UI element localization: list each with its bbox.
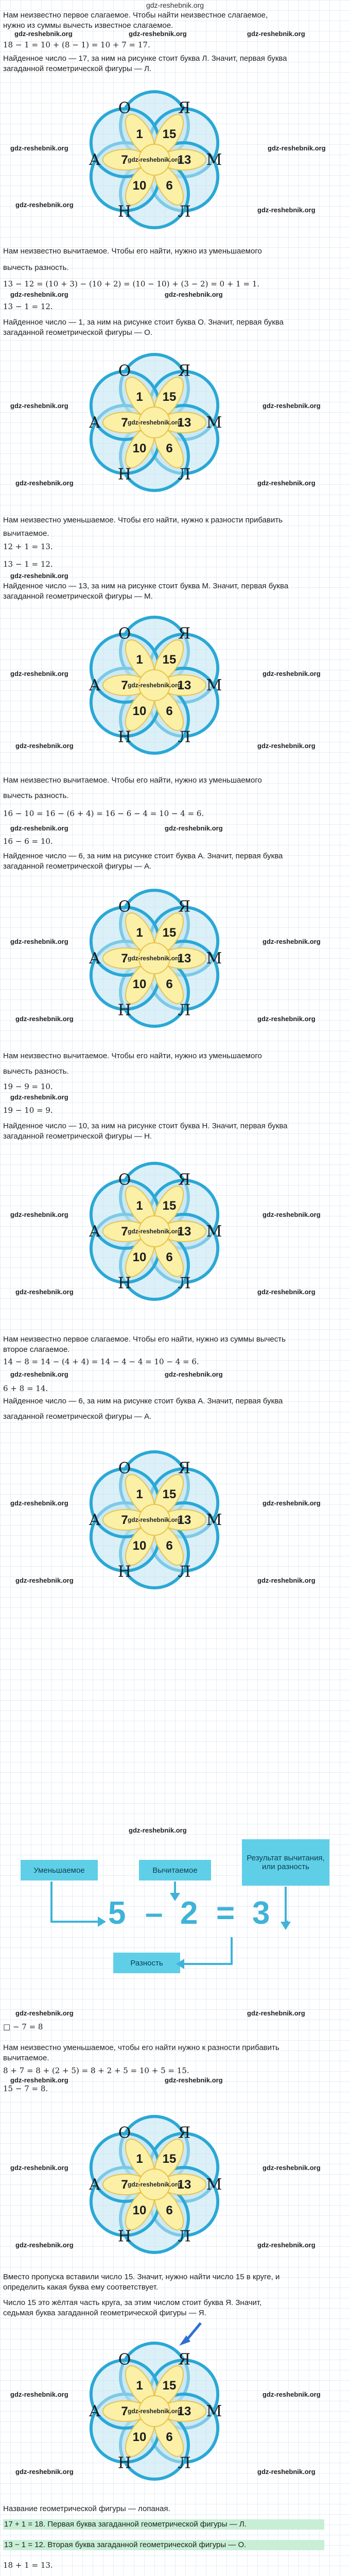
watermark: gdz-reshebnik.org: [257, 2241, 316, 2249]
formula: 13 − 1 = 12.: [3, 302, 53, 311]
watermark: gdz-reshebnik.org: [10, 291, 68, 298]
flower-diagram-1: [72, 77, 237, 242]
region-number: 15: [162, 2378, 177, 2393]
region-letter: Л: [178, 465, 191, 484]
watermark: gdz-reshebnik.org: [15, 1288, 74, 1296]
watermark: gdz-reshebnik.org: [15, 1577, 74, 1584]
region-number: 10: [132, 179, 147, 193]
formula: 18 − 1 = 10 + (8 − 1) = 10 + 7 = 17.: [3, 40, 150, 49]
region-number: 6: [166, 1250, 173, 1265]
region-letter: Н: [117, 728, 132, 747]
watermark: gdz-reshebnik.org: [262, 2164, 321, 2172]
region-number: 7: [121, 2178, 128, 2192]
region-number: 13: [177, 2178, 191, 2192]
flower-diagram-7: [72, 2102, 237, 2267]
region-number: 10: [132, 704, 147, 719]
formula: 8 + 7 = 8 + (2 + 5) = 8 + 2 + 5 = 10 + 5 = 15.: [3, 2066, 189, 2075]
region-letter: М: [206, 2176, 222, 2194]
watermark: gdz-reshebnik.org: [10, 1093, 68, 1101]
region-number: 10: [132, 2430, 147, 2445]
watermark: gdz-reshebnik.org: [262, 402, 321, 410]
region-number: 6: [166, 1539, 173, 1553]
formula: 13 − 12 = (10 + 3) − (10 + 2) = (10 − 10) + (3 − 2) = 0 + 1 = 1.: [3, 279, 260, 289]
text-line: определить какая буква ему соответствует.: [3, 2283, 159, 2292]
text-line: загаданной геометрической фигуры — М.: [3, 592, 153, 601]
region-number: 7: [121, 2404, 128, 2418]
formula: 13 − 1 = 12.: [3, 560, 53, 569]
result-box: Результат вычитания, или разность: [242, 1839, 329, 1886]
formula: 14 − 8 = 14 − (4 + 4) = 14 − 4 − 4 = 10 − 4 = 6.: [3, 1357, 199, 1366]
region-number: 7: [121, 416, 128, 430]
text-line: вычесть разность.: [3, 791, 69, 800]
watermark: gdz-reshebnik.org: [10, 1499, 68, 1507]
region-letter: М: [206, 414, 222, 432]
text-line: загаданной геометрической фигуры — О.: [3, 328, 152, 337]
watermark: gdz-reshebnik.org: [10, 938, 68, 945]
region-letter: Н: [117, 202, 132, 221]
region-number: 7: [121, 952, 128, 965]
region-number: 7: [121, 679, 128, 692]
eq-minus: –: [145, 1895, 163, 1931]
formula: 16 − 6 = 10.: [3, 837, 53, 846]
watermark: gdz-reshebnik.org: [10, 824, 68, 832]
text-line: Нам неизвестно уменьшаемое. Чтобы его найти, нужно к разности прибавить: [3, 516, 283, 524]
watermark: gdz-reshebnik.org: [15, 2241, 74, 2249]
region-letter: А: [89, 151, 101, 169]
watermark: gdz-reshebnik.org: [10, 572, 68, 580]
watermark: gdz-reshebnik.org: [165, 1370, 223, 1378]
region-letter: О: [118, 99, 131, 117]
region-letter: Я: [178, 99, 191, 117]
watermark: gdz-reshebnik.org: [262, 2391, 321, 2398]
region-letter: А: [89, 2402, 101, 2420]
region-number: 6: [166, 2430, 173, 2445]
region-letter: Я: [178, 1171, 191, 1189]
watermark: gdz-reshebnik.org: [262, 670, 321, 677]
region-letter: А: [89, 1223, 101, 1241]
figure-watermark: gdz-reshebnik.org: [127, 2408, 182, 2415]
text-line: вычитаемое.: [3, 529, 49, 538]
region-number: 7: [121, 1225, 128, 1239]
figure-watermark: gdz-reshebnik.org: [127, 2181, 182, 2188]
text-line: загаданной геометрической фигуры — Н.: [3, 1132, 152, 1141]
figure-watermark: gdz-reshebnik.org: [127, 682, 182, 689]
region-letter: М: [206, 1511, 222, 1529]
region-letter: Л: [178, 728, 191, 747]
region-number: 6: [166, 442, 173, 456]
region-number: 13: [177, 1225, 191, 1239]
watermark: gdz-reshebnik.org: [262, 938, 321, 945]
subtraction-scheme: [21, 1839, 340, 1994]
region-letter: Н: [117, 465, 132, 484]
subtrahend-box: Вычитаемое: [139, 1860, 211, 1880]
text-line: Найденное число — 13, за ним на рисунке стоит буква М. Значит, первая буква: [3, 582, 289, 590]
region-number: 1: [136, 925, 143, 940]
watermark: gdz-reshebnik.org: [15, 742, 74, 750]
region-letter: Н: [117, 1001, 132, 1020]
watermark: gdz-reshebnik.org: [257, 1015, 316, 1023]
region-number: 13: [177, 2404, 191, 2418]
watermark: gdz-reshebnik.org: [10, 2391, 68, 2398]
eq-subtrahend: 2: [180, 1895, 198, 1931]
region-letter: О: [118, 2124, 131, 2142]
region-number: 1: [136, 389, 143, 404]
text-line: вычитаемое.: [3, 2054, 49, 2062]
watermark: gdz-reshebnik.org: [257, 206, 316, 214]
region-letter: Я: [178, 362, 191, 380]
region-letter: А: [89, 2176, 101, 2194]
region-letter: М: [206, 1223, 222, 1241]
text-line: загаданной геометрической фигуры — Л.: [3, 64, 152, 73]
text-line: Нам неизвестно первое слагаемое. Чтобы найти неизвестное слагаемое,: [3, 11, 268, 20]
watermark: gdz-reshebnik.org: [129, 1826, 187, 1834]
region-letter: О: [118, 624, 131, 643]
watermark: gdz-reshebnik.org: [129, 30, 187, 38]
summary-row: 13 − 1 = 12. Вторая буква загаданной геометрической фигуры — О.: [3, 2540, 324, 2550]
region-letter: М: [206, 151, 222, 169]
watermark: gdz-reshebnik.org: [257, 742, 316, 750]
region-number: 1: [136, 127, 143, 141]
watermark: gdz-reshebnik.org: [10, 402, 68, 410]
difference-box: Разность: [113, 1953, 180, 1973]
region-number: 1: [136, 1198, 143, 1213]
arrow-icon: [170, 2321, 211, 2357]
watermark: gdz-reshebnik.org: [262, 1211, 321, 1218]
region-letter: Я: [178, 897, 191, 916]
text-line: вычесть разность.: [3, 263, 69, 272]
flower-diagram-5: [72, 1149, 237, 1314]
flower-diagram-2: [72, 340, 237, 505]
summary-title: Название геометрической фигуры — лопаная.: [3, 2504, 170, 2513]
figure-watermark: gdz-reshebnik.org: [127, 955, 182, 962]
scheme-arrows: [21, 1839, 340, 1994]
region-number: 6: [166, 179, 173, 193]
watermark: gdz-reshebnik.org: [10, 144, 68, 152]
formula: □ − 7 = 8: [3, 2022, 43, 2031]
formula: 16 − 10 = 16 − (6 + 4) = 16 − 6 − 4 = 10 − 4 = 6.: [3, 809, 204, 818]
region-number: 13: [177, 952, 191, 965]
region-letter: О: [118, 1459, 131, 1478]
watermark: gdz-reshebnik.org: [165, 824, 223, 832]
figure-watermark: gdz-reshebnik.org: [127, 1516, 182, 1523]
text-line: загаданной геометрической фигуры — А.: [3, 862, 152, 871]
watermark: gdz-reshebnik.org: [15, 1015, 74, 1023]
text-line: Нам неизвестно вычитаемое. Чтобы его найти, нужно из уменьшаемого: [3, 776, 262, 785]
text-line: Найденное число — 1, за ним на рисунке стоит буква О. Значит, первая буква: [3, 318, 284, 327]
watermark: gdz-reshebnik.org: [15, 479, 74, 487]
region-number: 15: [162, 389, 177, 404]
region-letter: А: [89, 414, 101, 432]
region-letter: Н: [117, 1563, 132, 1581]
region-letter: О: [118, 2350, 131, 2369]
formula: 6 + 8 = 14.: [3, 1384, 48, 1393]
region-letter: О: [118, 1171, 131, 1189]
region-letter: Н: [117, 2454, 132, 2472]
text-line: Нам неизвестно уменьшаемое, чтобы его найти нужно к разности прибавить: [3, 2043, 279, 2052]
site-header[interactable]: gdz-reshebnik.org: [146, 1, 204, 9]
region-number: 10: [132, 1250, 147, 1265]
watermark: gdz-reshebnik.org: [257, 2468, 316, 2476]
watermark: gdz-reshebnik.org: [15, 2468, 74, 2476]
summary-row: 18 + 1 = 13.: [3, 2561, 53, 2570]
flower-diagram-3: [72, 603, 237, 768]
region-letter: Я: [178, 2350, 191, 2369]
text-line: Нам неизвестно вычитаемое. Чтобы его найти, нужно из уменьшаемого: [3, 247, 262, 256]
region-letter: Л: [178, 2227, 191, 2246]
formula: 19 − 9 = 10.: [3, 1082, 53, 1091]
region-number: 13: [177, 153, 191, 167]
watermark: gdz-reshebnik.org: [10, 2164, 68, 2172]
region-number: 13: [177, 679, 191, 692]
region-letter: Я: [178, 624, 191, 643]
region-number: 15: [162, 2151, 177, 2166]
text-line: Найденное число — 6, за ним на рисунке стоит буква А. Значит, первая буква: [3, 1397, 283, 1405]
text-line: Найденное число — 17, за ним на рисунке стоит буква Л. Значит, первая буква: [3, 54, 287, 63]
text-line: вычесть разность.: [3, 1067, 69, 1076]
region-number: 15: [162, 1198, 177, 1213]
region-letter: О: [118, 897, 131, 916]
region-letter: Л: [178, 1563, 191, 1581]
region-number: 10: [132, 977, 147, 992]
region-number: 10: [132, 1539, 147, 1553]
region-number: 1: [136, 1487, 143, 1501]
text-line: второе слагаемое.: [3, 1345, 70, 1354]
region-letter: Л: [178, 1001, 191, 1020]
text-line: загаданной геометрической фигуры — А.: [3, 1412, 152, 1421]
watermark: gdz-reshebnik.org: [257, 1288, 316, 1296]
region-number: 6: [166, 977, 173, 992]
region-letter: М: [206, 950, 222, 968]
region-number: 1: [136, 2378, 143, 2393]
summary-row: 17 + 1 = 18. Первая буква загаданной геометрической фигуры — Л.: [3, 2519, 324, 2530]
minuend-box: Уменьшаемое: [21, 1860, 98, 1880]
region-letter: А: [89, 950, 101, 968]
text-line: Нам неизвестно вычитаемое. Чтобы его найти, нужно из уменьшаемого: [3, 1052, 262, 1060]
region-letter: О: [118, 362, 131, 380]
watermark: gdz-reshebnik.org: [262, 1499, 321, 1507]
formula: 12 + 1 = 13.: [3, 542, 53, 551]
text-line: седьмая буква загаданной геометрической фигуры — Я.: [3, 2309, 206, 2317]
flower-diagram-4: [72, 876, 237, 1041]
region-number: 15: [162, 1487, 177, 1501]
watermark: gdz-reshebnik.org: [257, 1577, 316, 1584]
watermark: gdz-reshebnik.org: [247, 2009, 305, 2017]
region-letter: А: [89, 676, 101, 694]
region-number: 15: [162, 925, 177, 940]
region-letter: М: [206, 676, 222, 694]
region-number: 13: [177, 1513, 191, 1527]
watermark: gdz-reshebnik.org: [15, 201, 74, 209]
figure-watermark: gdz-reshebnik.org: [127, 156, 182, 163]
watermark: gdz-reshebnik.org: [10, 670, 68, 677]
eq-equals: =: [216, 1895, 235, 1931]
text-line: нужно из суммы вычесть известное слагаемое.: [3, 21, 173, 30]
region-number: 1: [136, 652, 143, 667]
text-line: Нам неизвестно первое слагаемое. Чтобы его найти, нужно из суммы вычесть: [3, 1335, 286, 1344]
text-line: Вместо пропуска вставили число 15. Значит, нужно найти число 15 в круге, и: [3, 2273, 280, 2281]
region-letter: Л: [178, 1274, 191, 1293]
watermark: gdz-reshebnik.org: [15, 2009, 74, 2017]
region-letter: А: [89, 1511, 101, 1529]
text-line: Число 15 это жёлтая часть круга, за этим числом стоит буква Я. Значит,: [3, 2298, 262, 2307]
formula: 15 − 7 = 8.: [3, 2084, 48, 2093]
watermark: gdz-reshebnik.org: [165, 291, 223, 298]
watermark: gdz-reshebnik.org: [268, 144, 326, 152]
region-letter: Я: [178, 1459, 191, 1478]
formula: 19 − 10 = 9.: [3, 1106, 53, 1115]
region-letter: Я: [178, 2124, 191, 2142]
region-number: 6: [166, 2204, 173, 2218]
watermark: gdz-reshebnik.org: [247, 30, 305, 38]
eq-difference: 3: [252, 1895, 270, 1931]
region-number: 10: [132, 442, 147, 456]
watermark: gdz-reshebnik.org: [10, 1370, 68, 1378]
region-letter: Н: [117, 1274, 132, 1293]
figure-watermark: gdz-reshebnik.org: [127, 1228, 182, 1235]
region-number: 7: [121, 1513, 128, 1527]
watermark: gdz-reshebnik.org: [165, 2076, 223, 2084]
figure-watermark: gdz-reshebnik.org: [127, 419, 182, 426]
watermark: gdz-reshebnik.org: [14, 30, 73, 38]
watermark: gdz-reshebnik.org: [257, 479, 316, 487]
watermark: gdz-reshebnik.org: [10, 1211, 68, 1218]
region-letter: Л: [178, 202, 191, 221]
watermark: gdz-reshebnik.org: [10, 2076, 68, 2084]
text-line: Найденное число — 6, за ним на рисунке стоит буква А. Значит, первая буква: [3, 852, 283, 860]
region-letter: М: [206, 2402, 222, 2420]
region-number: 15: [162, 652, 177, 667]
region-number: 1: [136, 2151, 143, 2166]
region-letter: Н: [117, 2227, 132, 2246]
flower-diagram-8: [72, 2329, 237, 2494]
region-number: 15: [162, 127, 177, 141]
region-letter: Л: [178, 2454, 191, 2472]
text-line: Найденное число — 10, за ним на рисунке стоит буква Н. Значит, первая буква: [3, 1122, 288, 1130]
eq-minuend: 5: [108, 1895, 126, 1931]
region-number: 7: [121, 153, 128, 167]
region-number: 6: [166, 704, 173, 719]
region-number: 10: [132, 2204, 147, 2218]
region-number: 13: [177, 416, 191, 430]
flower-diagram-6: [72, 1437, 237, 1602]
